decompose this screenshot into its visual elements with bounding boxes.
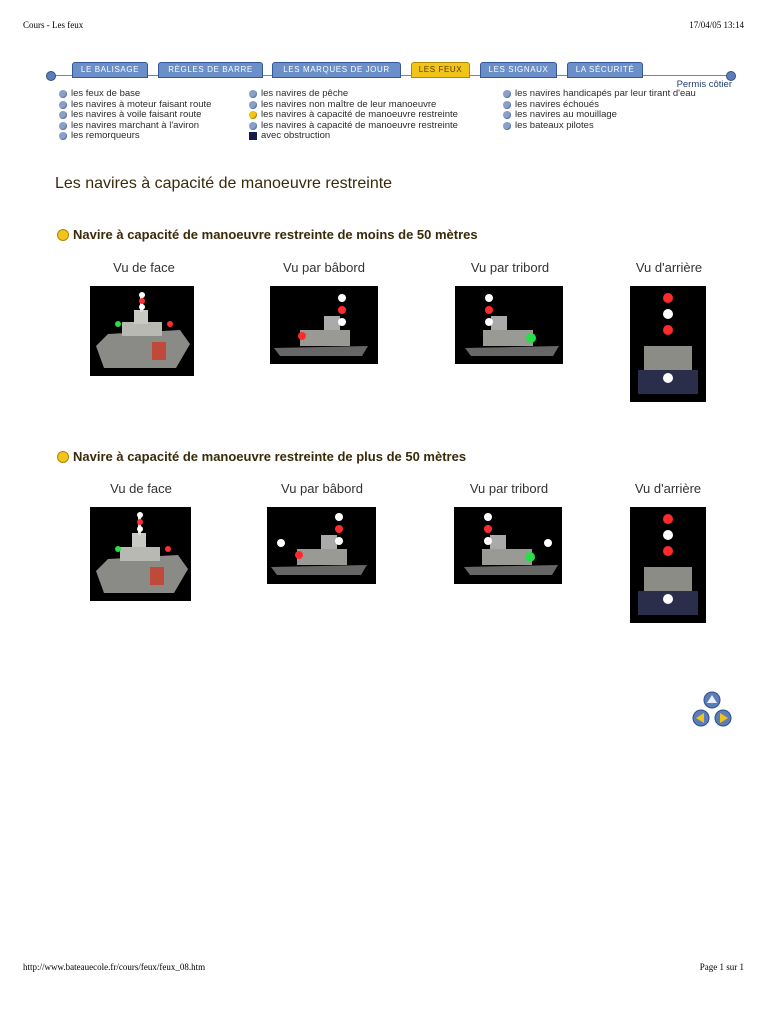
view-label: Vu par tribord [470,260,550,275]
ship-stern-image [630,507,706,623]
tab-marques-de-jour[interactable]: LES MARQUES DE JOUR [272,62,401,78]
section-title: Navire à capacité de manoeuvre restreinte de plus de 50 mètres [57,449,466,464]
menu-column-1 [59,89,211,142]
previous-arrow-icon[interactable] [693,710,709,726]
menu-item[interactable]: les navires non maître de leur manoeuvre [249,100,458,111]
menu-item[interactable]: les navires marchant à l'aviron [59,121,211,132]
tab-balisage[interactable]: LE BALISAGE [72,62,148,78]
section-title: Navire à capacité de manoeuvre restreinte de moins de 50 mètres [57,227,478,242]
bullet-icon [503,101,511,109]
print-title: Cours - Les feux [23,20,84,30]
bullet-icon [249,101,257,109]
bullet-icon [249,122,257,130]
ship-starboard-image [454,507,562,584]
menu-item-current[interactable]: les navires à capacité de manoeuvre restreinte [249,110,458,121]
view-label: Vu d'arrière [634,481,702,496]
bullet-icon [57,451,69,463]
rail-left-knob-icon [46,71,56,81]
bullet-icon [503,122,511,130]
bullet-icon [59,132,67,140]
menu-item[interactable]: les remorqueurs [59,131,211,142]
menu-column-3 [503,89,696,131]
ship-port-image [270,286,378,364]
menu-item[interactable]: les bateaux pilotes [503,121,696,132]
next-arrow-icon[interactable] [715,710,731,726]
menu-item[interactable]: les navires échoués [503,100,696,111]
page-title: Les navires à capacité de manoeuvre restreinte [55,175,393,192]
ship-stern-image [630,286,706,402]
tab-regles-de-barre[interactable]: RÈGLES DE BARRE [158,62,263,78]
bullet-icon [59,111,67,119]
bullet-icon [249,90,257,98]
print-header [23,20,744,30]
tab-feux[interactable]: LES FEUX [411,62,470,78]
bullet-icon [503,111,511,119]
view-label: Vu par bâbord [281,481,363,496]
print-datetime: 17/04/05 13:14 [689,20,744,30]
current-bullet-icon [249,111,257,119]
bullet-icon [503,90,511,98]
print-url: http://www.bateauecole.fr/cours/feux/feux_08.htm [23,962,206,972]
view-label: Vu par bâbord [283,260,365,275]
tab-signaux[interactable]: LES SIGNAUX [480,62,557,78]
ship-port-image [267,507,376,584]
bullet-icon [59,101,67,109]
menu-item[interactable]: les navires à capacité de manoeuvre restreinte [249,121,458,132]
print-footer [23,962,744,972]
view-label: Vu de face [113,260,175,275]
bullet-icon [59,90,67,98]
tab-securite[interactable]: LA SÉCURITÉ [567,62,643,78]
up-arrow-icon[interactable] [704,692,720,708]
square-bullet-icon [249,132,257,140]
menu-item[interactable]: les navires de pêche [249,89,458,100]
menu-item[interactable]: les navires à moteur faisant route [59,100,211,111]
ship-front-image [90,507,191,601]
view-label: Vu par tribord [469,481,549,496]
menu-item[interactable]: les navires au mouillage [503,110,696,121]
view-label: Vu d'arrière [635,260,703,275]
permis-label: Permis côtier [676,79,732,90]
print-page-number: Page 1 sur 1 [699,962,744,972]
menu-item[interactable]: les navires à voile faisant route [59,110,211,121]
menu-item[interactable]: les feux de base [59,89,211,100]
bullet-icon [57,229,69,241]
view-label: Vu de face [110,481,172,496]
page-nav-arrows [692,691,732,729]
menu-item[interactable]: avec obstruction [249,131,458,142]
menu-column-2 [249,89,458,142]
ship-starboard-image [455,286,563,364]
menu-item[interactable]: les navires handicapés par leur tirant d'eau [503,89,696,100]
bullet-icon [59,122,67,130]
ship-front-image [90,286,194,376]
